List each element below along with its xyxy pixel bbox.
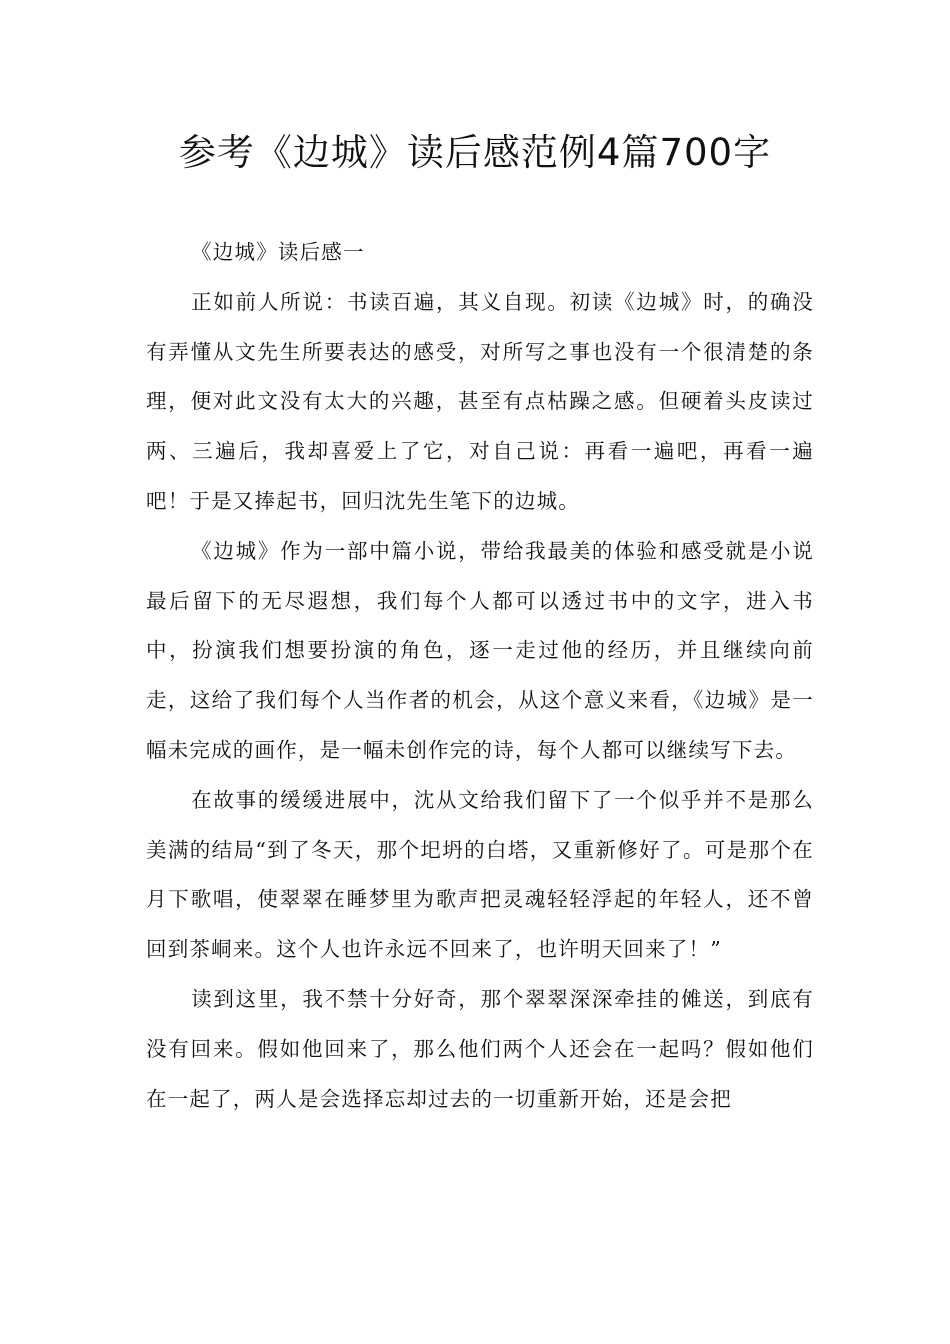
paragraph: 在故事的缓缓进展中，沈从文给我们留下了一个似乎并不是那么美满的结局“到了冬天，那个圯坍的白塔，又重新修好了。可是那个在月下歌唱，使翠翠在睡梦里为歌声把灵魂轻轻浮起的年轻人，还不曾回到茶峒来。这个人也许永远不回来了，也许明天回来了！” xyxy=(146,787,814,962)
document-body xyxy=(146,228,814,1124)
paragraph: 《边城》作为一部中篇小说，带给我最美的体验和感受就是小说最后留下的无尽遐想，我们每个人都可以透过书中的文字，进入书中，扮演我们想要扮演的角色，逐一走过他的经历，并且继续向前走，这给了我们每个人当作者的机会，从这个意义来看，《边城》是一幅未完成的画作，是一幅未创作完的诗，每个人都可以继续写下去。 xyxy=(146,538,814,762)
document-title: 参考《边城》读后感范例4篇700字 xyxy=(178,131,772,174)
section-heading: 《边城》读后感一 xyxy=(191,240,365,264)
paragraph: 正如前人所说：书读百遍，其义自现。初读《边城》时，的确没有弄懂从文先生所要表达的感受，对所写之事也没有一个很清楚的条理，便对此文没有太大的兴趣，甚至有点枯躁之感。但硬着头皮读过两、三遍后，我却喜爱上了它，对自己说：再看一遍吧，再看一遍吧！于是又捧起书，回归沈先生笔下的边城。 xyxy=(146,289,814,513)
paragraph: 读到这里，我不禁十分好奇，那个翠翠深深牵挂的傩送，到底有没有回来。假如他回来了，那么他们两个人还会在一起吗？假如他们在一起了，两人是会选择忘却过去的一切重新开始，还是会把 xyxy=(146,986,814,1111)
